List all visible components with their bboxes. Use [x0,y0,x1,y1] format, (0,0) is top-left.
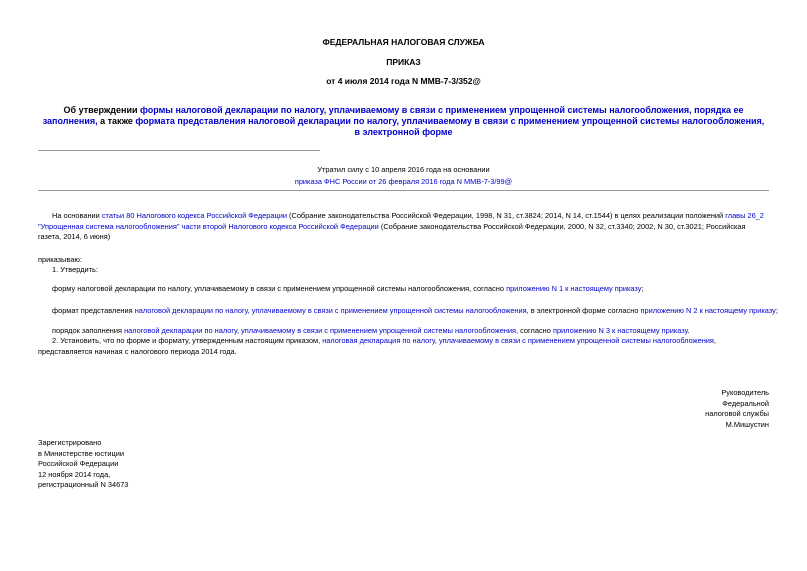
approve-item-2 [52,306,778,317]
approve-text: , в электронной форме согласно [526,306,641,315]
signature-line: Руководитель [721,388,769,397]
approve-text: ; [641,284,644,293]
approve-text: ; [775,306,778,315]
link-declaration-order[interactable]: налоговой декларации по налогу, уплачиваемому в связи с применением упрощенной системы налогообложения [124,326,517,335]
link-appendix-2[interactable]: приложению N 2 к настоящему приказу [640,306,776,315]
link-article-80[interactable]: статьи 80 Налогового кодекса Российской Федерации [101,211,287,220]
approve-text: . [687,326,690,335]
approve-text: формат представления [52,306,135,315]
basis-paragraph [38,211,769,243]
link-declaration-format[interactable]: налоговой декларации по налогу, уплачиваемому в связи с применением упрощенной системы налогообложения [134,306,527,315]
divider [38,190,769,191]
status-line: Утратил силу с 10 апреля 2016 года на основании [317,165,490,174]
basis-text: (Собрание законодательства Российской Федерации, 2000, N 32, ст.3340; 2002, N 30, ст.3021; Российская газета, 2014, 6 июня) [38,221,746,241]
title-link-form[interactable]: формы налоговой декларации по налогу, уплачиваемому в связи с применением упрощенной системы налогообложения, порядка ее заполнения, [42,105,744,126]
divider [38,150,320,151]
approve-text: , согласно [516,326,553,335]
signature-block [705,388,769,430]
registration-block [38,438,128,491]
title-middle: а также [97,116,136,126]
item-1: 1. Утвердить: [52,265,98,274]
registration-line: в Министерстве юстиции [38,448,125,458]
approve-text: форму налоговой декларации по налогу, уплачиваемому в связи с применением упрощенной системы налогообложения, согласно [52,284,507,293]
approve-text: порядок заполнения [52,326,125,335]
signature-name: М.Мишустин [725,419,769,429]
link-appendix-3[interactable]: приложению N 3 к настоящему приказу [552,326,688,335]
agency-name: ФЕДЕРАЛЬНАЯ НАЛОГОВАЯ СЛУЖБА [322,37,485,47]
registration-line: Российской Федерации [38,459,119,468]
approve-item-1 [52,284,769,295]
item-2-text: , представляется начиная с налогового периода 2014 года. [38,336,716,356]
item-2-text: 2. Установить, что по форме и формату, утвержденным настоящим приказом, [52,336,323,345]
registration-line: Зарегистрировано [38,438,102,447]
signature-line: Федеральной [722,398,769,408]
approve-item-3 [52,326,769,337]
status-link[interactable]: приказа ФНС России от 26 февраля 2016 года N ММВ-7-3/99@ [294,176,513,186]
page-title [40,105,767,138]
signature-line: налоговой службы [705,409,769,418]
doc-date-number: от 4 июля 2014 года N ММВ-7-3/352@ [326,76,481,86]
basis-text: (Собрание законодательства Российской Федерации, 1998, N 31, ст.3824; 2014, N 14, ст.1544) в целях реализации положений [286,211,726,220]
link-appendix-1[interactable]: приложению N 1 к настоящему приказу [506,284,642,293]
doc-type: ПРИКАЗ [386,57,421,67]
link-chapter-26-2[interactable]: главы 26_2 "Упрощенная система налогообложения" части второй Налогового кодекса Российской Федерации [38,211,764,231]
title-link-format[interactable]: формата представления налоговой декларации по налогу, уплачиваемому в связи с применением упрощенной системы налогообложения, в электронной форме [135,116,765,137]
item-2 [38,336,769,357]
link-declaration[interactable]: налоговая декларация по налогу, уплачиваемому в связи с применением упрощенной системы налогообложения [322,336,714,345]
order-word: приказываю: [38,255,82,264]
registration-line: 12 ноября 2014 года, [38,469,111,479]
registration-line: регистрационный N 34673 [38,480,129,489]
status-note [0,165,807,187]
basis-text: На основании [52,211,102,220]
title-prefix: Об утверждении [63,105,141,115]
